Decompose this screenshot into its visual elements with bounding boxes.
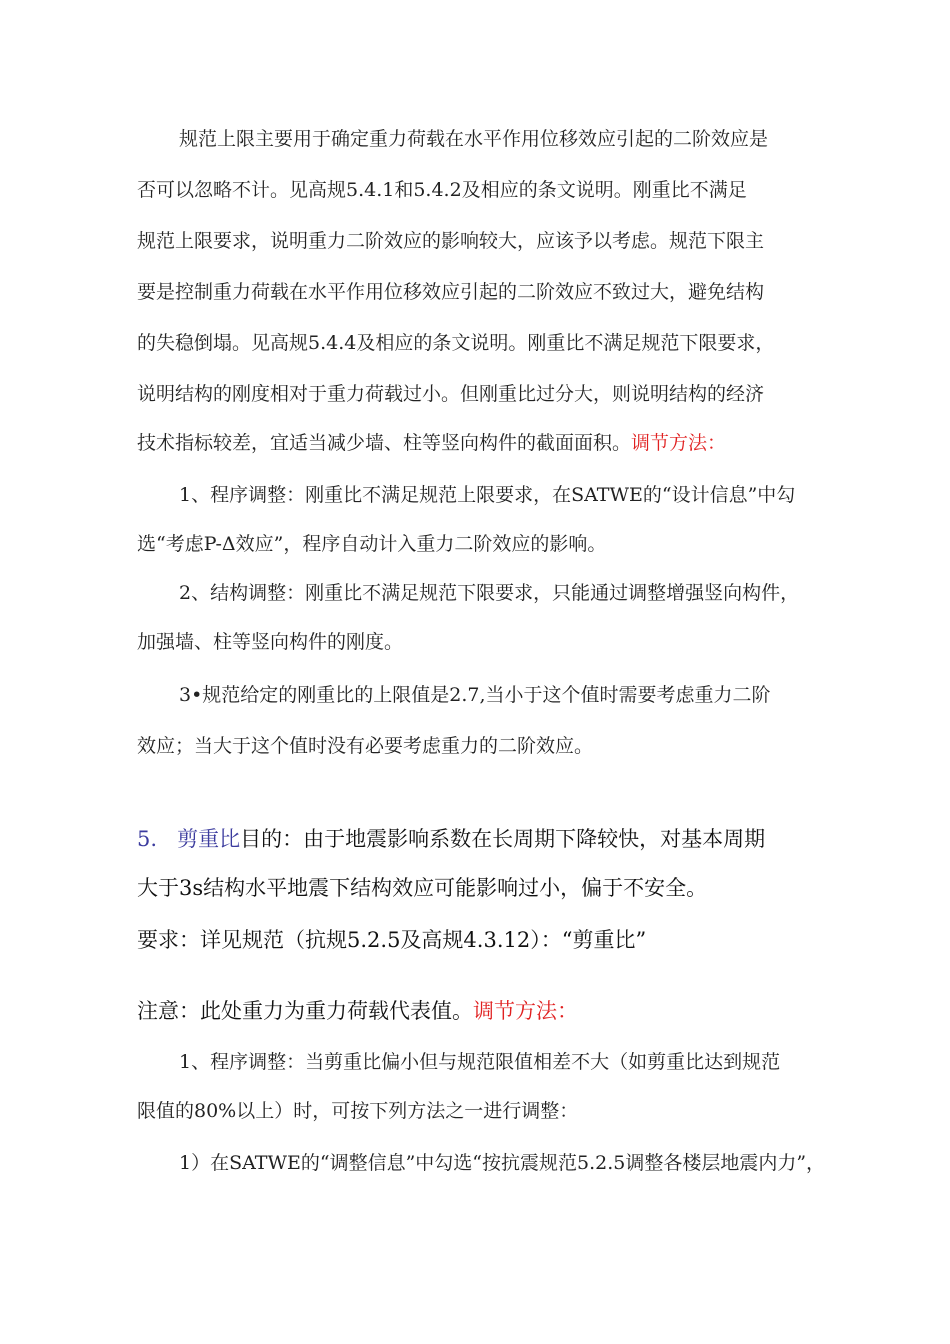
note-text: 注意：此处重力为重力荷载代表值。 xyxy=(137,999,473,1023)
paragraph-line: 规范上限要求，说明重力二阶效应的影响较大，应该予以考虑。规范下限主 xyxy=(137,230,765,252)
list-item-1: 1、程序调整：当剪重比偏小但与规范限值相差不大（如剪重比达到规范 xyxy=(179,1051,781,1073)
list-item-2-cont: 加强墙、柱等竖向构件的刚度。 xyxy=(137,631,404,653)
list-item-1-cont: 限值的80%以上）时，可按下列方法之一进行调整： xyxy=(137,1100,579,1122)
section-text: 目的：由于地震影响系数在长周期下降较快，对基本周期 xyxy=(240,827,766,851)
paragraph-line: 说明结构的刚度相对于重力荷载过小。但刚重比过分大，则说明结构的经济 xyxy=(137,383,765,405)
paragraph-line: 的失稳倒塌。见高规5.4.4及相应的条文说明。刚重比不满足规范下限要求， xyxy=(137,332,775,354)
requirement-line: 要求：详见规范（抗规5.2.5及高规4.3.12）：“剪重比” xyxy=(137,928,647,952)
section-title: 剪重比 xyxy=(177,827,241,851)
list-item-1: 1、程序调整：刚重比不满足规范上限要求，在SATWE的“设计信息”中勾 xyxy=(179,484,796,506)
list-item-1-cont: 选“考虑P-Δ效应”，程序自动计入重力二阶效应的影响。 xyxy=(137,533,607,555)
list-item-3: 3•规范给定的刚重比的上限值是2.7,当小于这个值时需要考虑重力二阶 xyxy=(179,684,771,706)
section-5-heading xyxy=(137,827,765,851)
paragraph-line: 大于3s结构水平地震下结构效应可能影响过小，偏于不安全。 xyxy=(137,876,708,900)
paragraph-line: 规范上限主要用于确定重力荷载在水平作用位移效应引起的二阶效应是 xyxy=(179,128,769,150)
paragraph-line xyxy=(137,431,726,455)
paragraph-text: 技术指标较差，宜适当减少墙、柱等竖向构件的截面面积。 xyxy=(137,432,632,454)
paragraph-line: 要是控制重力荷载在水平作用位移效应引起的二阶效应不致过大，避免结构 xyxy=(137,281,765,303)
paragraph-line: 否可以忽略不计。见高规5.4.1和5.4.2及相应的条文说明。刚重比不满足 xyxy=(137,179,747,201)
section-number: 5. xyxy=(137,827,158,851)
list-item-3-cont: 效应；当大于这个值时没有必要考虑重力的二阶效应。 xyxy=(137,735,594,757)
adjust-method-heading: 调节方法： xyxy=(631,432,727,454)
adjust-method-heading: 调节方法： xyxy=(473,999,578,1023)
list-item-2: 2、结构调整：刚重比不满足规范下限要求，只能通过调整增强竖向构件， xyxy=(179,582,800,604)
list-subitem-1: 1）在SATWE的“调整信息”中勾选“按抗震规范5.2.5调整各楼层地震内力”， xyxy=(179,1152,826,1174)
note-line xyxy=(137,999,578,1023)
